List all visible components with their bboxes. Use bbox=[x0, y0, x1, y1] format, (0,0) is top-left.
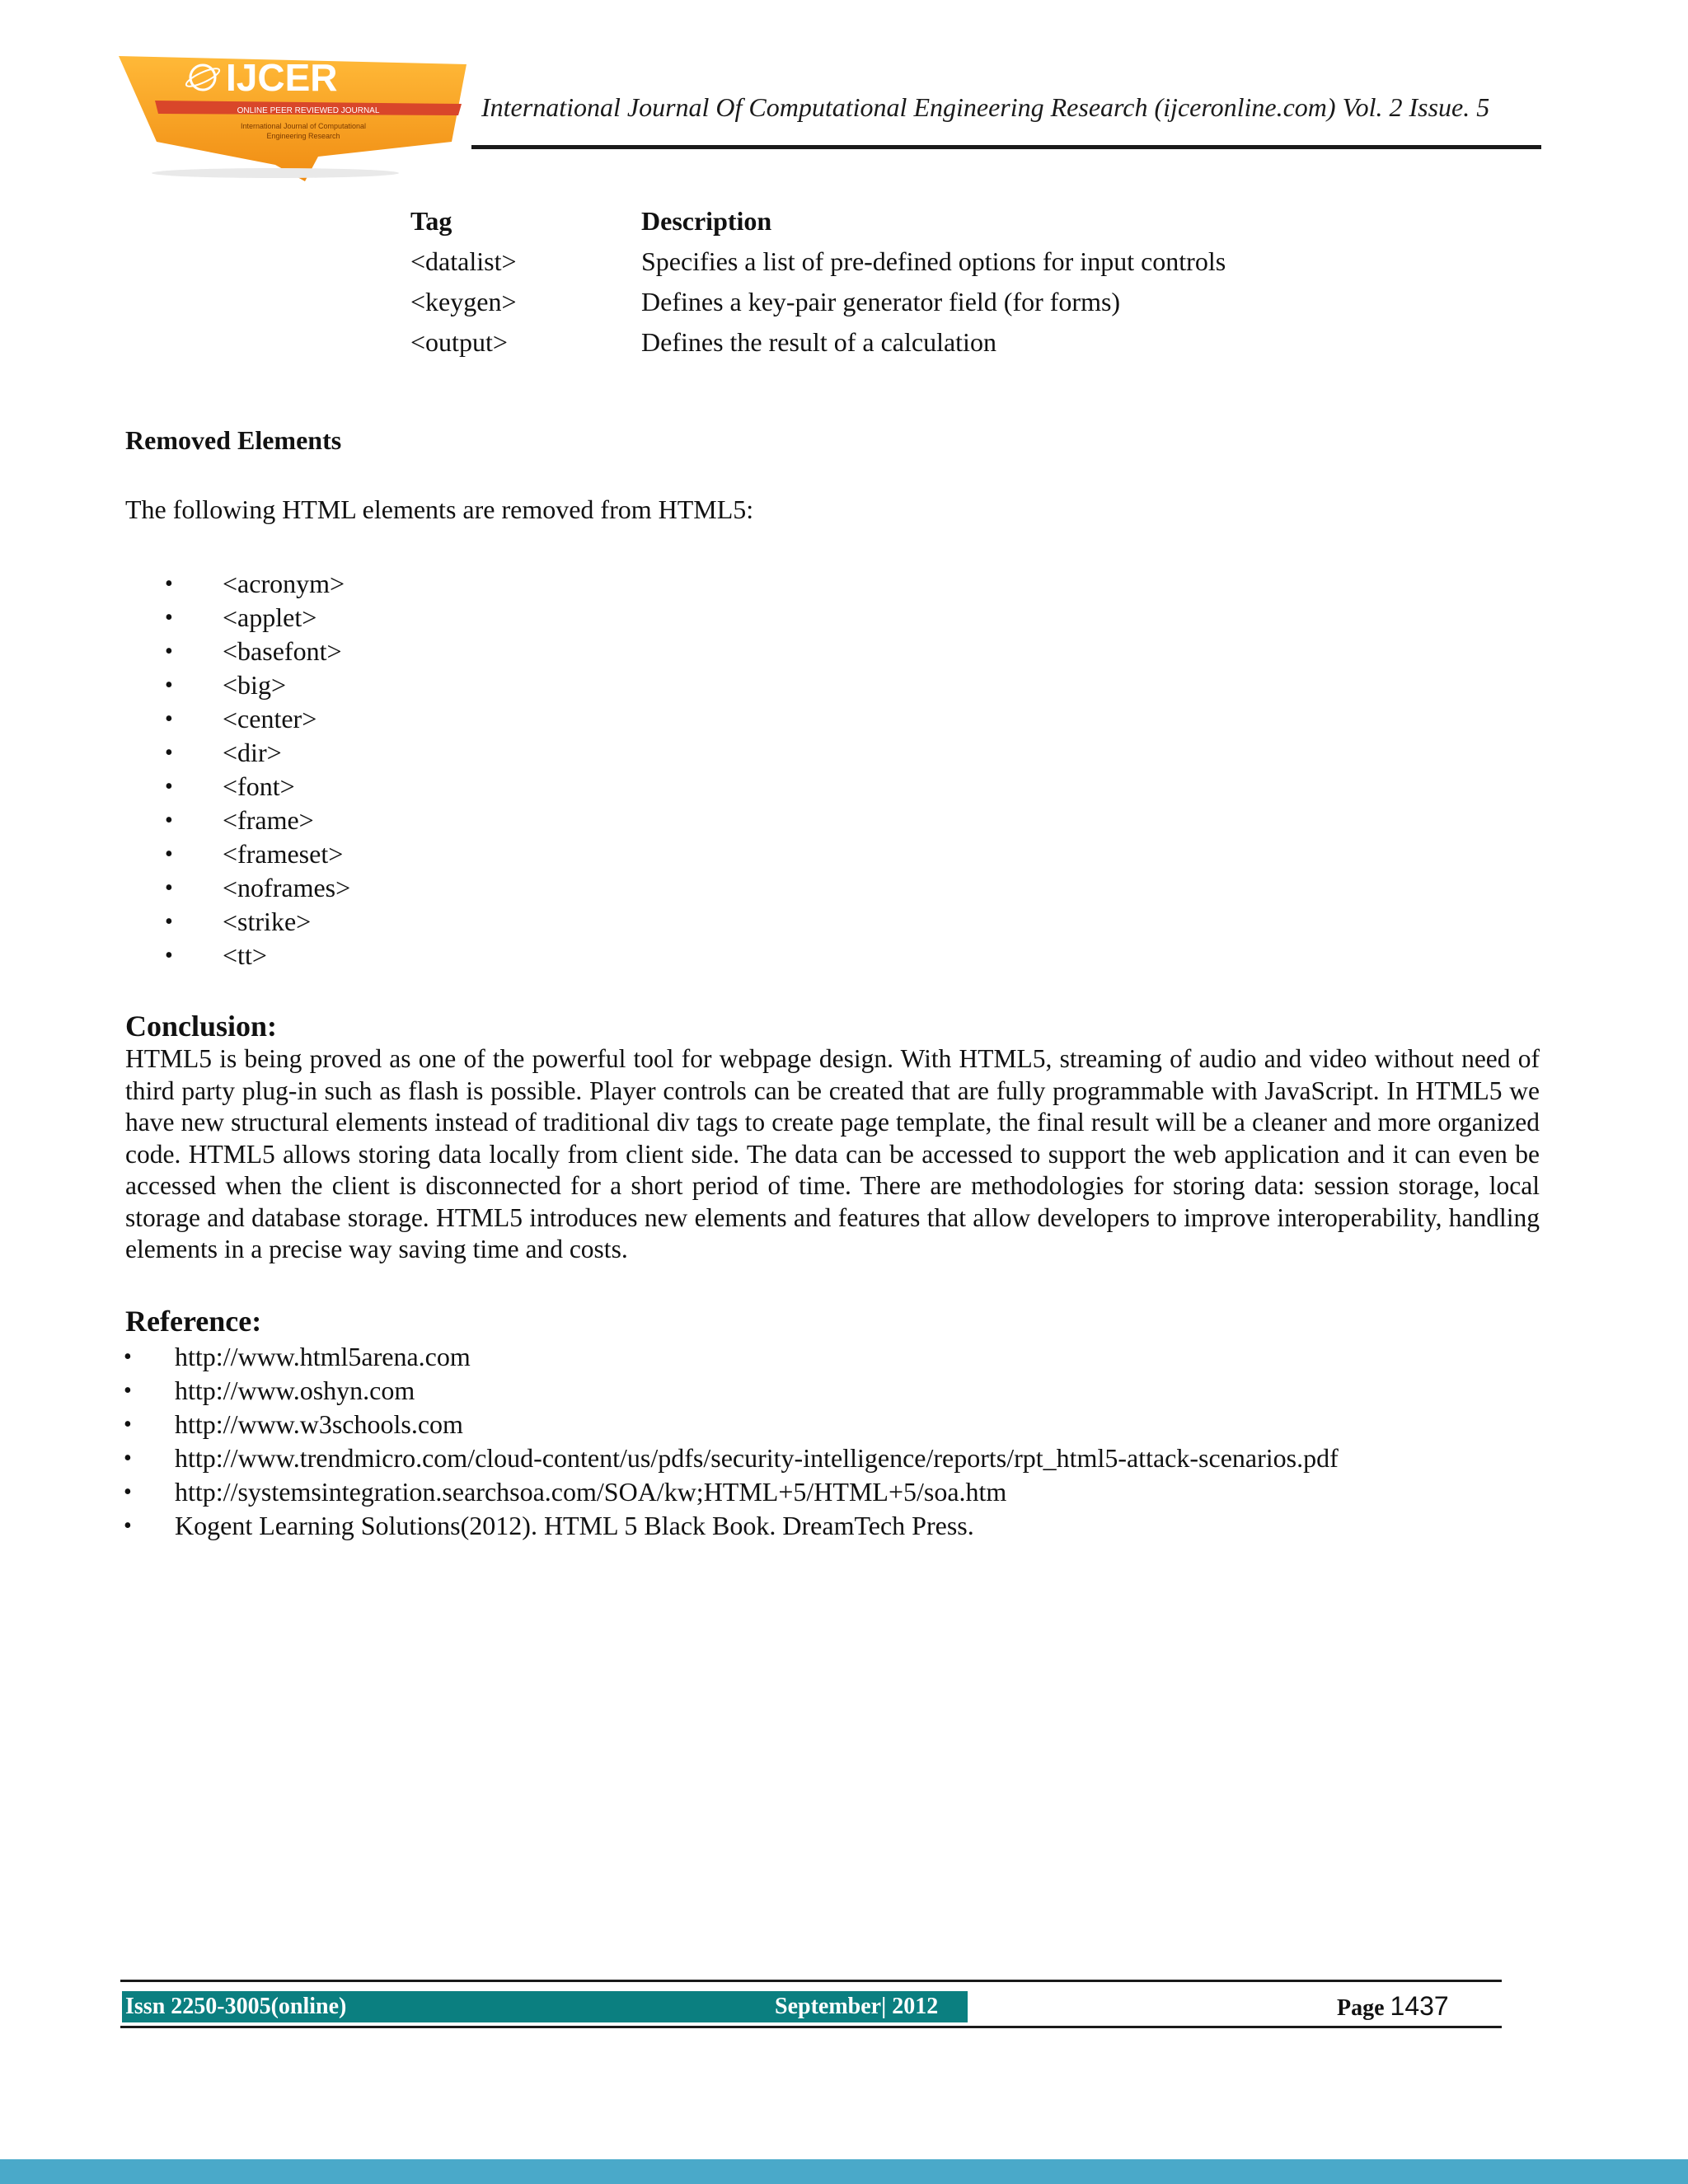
tag-cell: <keygen> bbox=[410, 287, 517, 316]
logo-text: IJCER bbox=[226, 56, 338, 99]
list-item-text: <frame> bbox=[223, 805, 314, 835]
list-item bbox=[165, 736, 350, 770]
journal-title: International Journal Of Computational Engineering Research (ijceronline.com) Vol. 2 Issue. 5 bbox=[481, 92, 1490, 122]
bullet-icon: • bbox=[165, 808, 173, 833]
conclusion-heading: Conclusion: bbox=[125, 1010, 278, 1043]
list-item bbox=[124, 1374, 1339, 1408]
table-row bbox=[410, 322, 1548, 363]
removed-elements-intro: The following HTML elements are removed from HTML5: bbox=[125, 494, 754, 524]
reference-link[interactable]: http://www.w3schools.com bbox=[175, 1409, 463, 1439]
reference-link[interactable]: http://www.html5arena.com bbox=[175, 1342, 471, 1371]
bullet-icon: • bbox=[165, 673, 173, 698]
list-item-text: <basefont> bbox=[223, 636, 342, 666]
list-item-text: <acronym> bbox=[223, 569, 345, 598]
list-item bbox=[124, 1340, 1339, 1374]
header-rule bbox=[471, 145, 1541, 149]
removed-elements-list bbox=[165, 567, 350, 972]
bullet-icon: • bbox=[124, 1412, 132, 1437]
page-number: 1437 bbox=[1390, 1991, 1449, 2021]
list-item-text: <applet> bbox=[223, 602, 317, 632]
description-cell: Specifies a list of pre-defined options for input controls bbox=[641, 246, 1226, 276]
list-item bbox=[165, 601, 350, 635]
tag-cell: <datalist> bbox=[410, 246, 517, 276]
reference-list bbox=[124, 1340, 1339, 1543]
list-item bbox=[165, 635, 350, 668]
tag-table-header bbox=[410, 201, 1548, 241]
table-row bbox=[410, 241, 1548, 282]
bullet-icon: • bbox=[165, 774, 173, 799]
bullet-icon: • bbox=[124, 1378, 132, 1404]
list-item bbox=[124, 1408, 1339, 1441]
footer-page bbox=[1337, 1988, 1449, 2027]
list-item bbox=[165, 804, 350, 837]
list-item bbox=[165, 905, 350, 939]
list-item bbox=[124, 1509, 1339, 1543]
bullet-icon: • bbox=[165, 841, 173, 867]
page-label: Page bbox=[1337, 1995, 1385, 2021]
logo-subtitle-1: International Journal of Computational bbox=[240, 122, 367, 130]
bullet-icon: • bbox=[165, 639, 173, 664]
footer-rule-top bbox=[120, 1980, 1502, 1982]
description-cell: Defines the result of a calculation bbox=[641, 327, 996, 357]
tag-table bbox=[410, 201, 1548, 363]
list-item bbox=[165, 567, 350, 601]
description-column-header: Description bbox=[641, 206, 772, 236]
reference-text: Kogent Learning Solutions(2012). HTML 5 Black Book. DreamTech Press. bbox=[175, 1511, 974, 1540]
list-item bbox=[124, 1475, 1339, 1509]
list-item-text: <big> bbox=[223, 670, 286, 700]
table-row bbox=[410, 282, 1548, 322]
tag-column-header: Tag bbox=[410, 206, 452, 236]
bullet-icon: • bbox=[124, 1479, 132, 1505]
list-item-text: <noframes> bbox=[223, 873, 351, 902]
bullet-icon: • bbox=[165, 875, 173, 901]
reference-heading: Reference: bbox=[125, 1305, 262, 1338]
bullet-icon: • bbox=[165, 740, 173, 766]
list-item-text: <center> bbox=[223, 704, 317, 733]
list-item-text: <strike> bbox=[223, 907, 312, 936]
bullet-icon: • bbox=[165, 605, 173, 630]
footer-date: September| 2012 bbox=[775, 1994, 939, 2019]
list-item bbox=[165, 939, 350, 972]
reference-link[interactable]: http://www.oshyn.com bbox=[175, 1376, 415, 1405]
list-item-text: <font> bbox=[223, 771, 295, 801]
list-item bbox=[165, 702, 350, 736]
ijcer-logo bbox=[106, 49, 476, 188]
bullet-icon: • bbox=[165, 571, 173, 597]
bullet-icon: • bbox=[124, 1446, 132, 1471]
list-item bbox=[165, 770, 350, 804]
tag-cell: <output> bbox=[410, 327, 508, 357]
bullet-icon: • bbox=[165, 943, 173, 968]
list-item-text: <dir> bbox=[223, 738, 282, 767]
conclusion-paragraph: HTML5 is being proved as one of the powerful tool for webpage design. With HTML5, streaming of audio and video without need of third party plug-in such as flash is possible. Player controls can be created that are fully programmable with JavaScript. In HTML5 we have new structural elements instead of traditional div tags to create page template, the final result will be a cleaner and more organized code. HTML5 allows storing data locally from client side. The data can be accessed to support the web application and it can even be accessed when the client is disconnected for a short period of time. There are methodologies for storing data: session storage, local storage and database storage. HTML5 introduces new elements and features that allow developers to improve interoperability, handling elements in a precise way saving time and costs. bbox=[125, 1044, 1540, 1263]
bullet-icon: • bbox=[165, 706, 173, 732]
bullet-icon: • bbox=[124, 1513, 132, 1539]
list-item bbox=[124, 1441, 1339, 1475]
logo-tagline: ONLINE PEER REVIEWED JOURNAL bbox=[237, 106, 380, 115]
description-cell: Defines a key-pair generator field (for forms) bbox=[641, 287, 1121, 316]
list-item-text: <tt> bbox=[223, 940, 267, 970]
removed-elements-heading: Removed Elements bbox=[125, 425, 342, 455]
bottom-strip bbox=[0, 2159, 1688, 2184]
bullet-icon: • bbox=[165, 909, 173, 935]
reference-link[interactable]: http://systemsintegration.searchsoa.com/SOA/kw;HTML+5/HTML+5/soa.htm bbox=[175, 1477, 1007, 1507]
reference-link[interactable]: http://www.trendmicro.com/cloud-content/us/pdfs/security-intelligence/reports/rpt_html5-attack-scenarios.pdf bbox=[175, 1443, 1339, 1473]
bullet-icon: • bbox=[124, 1344, 132, 1370]
logo-subtitle-2: Engineering Research bbox=[266, 132, 340, 140]
list-item bbox=[165, 837, 350, 871]
list-item bbox=[165, 871, 350, 905]
footer-issn: Issn 2250-3005(online) bbox=[125, 1994, 347, 2019]
list-item-text: <frameset> bbox=[223, 839, 344, 869]
list-item bbox=[165, 668, 350, 702]
footer-rule-bottom bbox=[120, 2026, 1502, 2028]
